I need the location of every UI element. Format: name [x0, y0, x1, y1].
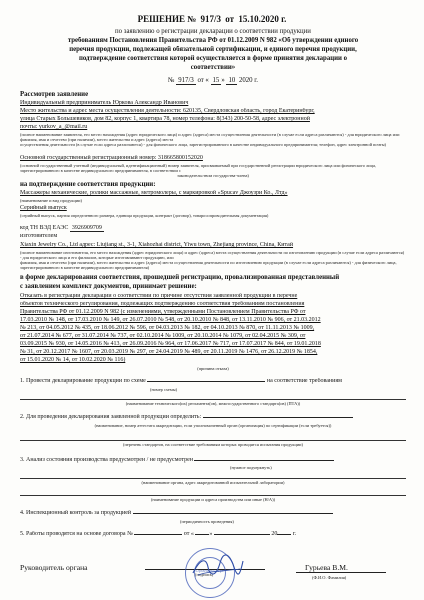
signature-position: Руководитель органа [20, 563, 88, 572]
item-3-analysis-note: (нужное подчеркнуть) [230, 465, 272, 470]
item-3-rule-2 [20, 495, 406, 496]
product-heading: на подтверждение соответствия продукции: [20, 181, 156, 188]
applicant-line-1: Индивидуальный предприниматель Юркова Александр Иванович [20, 100, 189, 106]
handwritten-signature [190, 553, 245, 581]
item-1-rule [20, 399, 406, 400]
subtitle-5: соответствии» [190, 64, 236, 71]
product-note-2: (серийный выпуск, партия определенного размера, единица продукции, контракт (договор), товаросопроводительная документация) [20, 213, 269, 218]
document-title: РЕШЕНИЕ № 917/3 от 15.10.2020 г. [137, 14, 287, 24]
applicant-heading: Рассмотрев заявление [20, 91, 89, 98]
product-maker-label: изготовителем [20, 233, 58, 239]
signature-name: Гурьева В.М. [305, 563, 348, 572]
decision-line-7: 03.09.2015 № 930, от 14.05.2016 № 413, от 26.09.2016 № 964, от 17.06.2017 № 717, от 17.07.2017 № 844, от 19.01.2018 [20, 341, 321, 347]
product-note-3: (полное наименование изготовителя, его место нахождения (адрес юридического лица) и адрес (адреса) места осуществления деятельности по изготовлению продукции (в случае если адреса различаются) - для юридического лица и его филиалов, которые изготавливают продукцию, или [20, 250, 405, 260]
applicant-note-4: законодательством государства-члена) [177, 173, 249, 178]
item-4-note: (периодичность проведения) [180, 519, 234, 524]
item-2-org-note: (наименование, номер аттестата аккредитации, если уполномоченный орган (организация) по сертификации (если требуется)) [94, 423, 332, 428]
applicant-line-4: почты: yurkov_a_@mail.ru [20, 124, 88, 130]
subtitle-4: подтверждение соответствия которой осуществляется в форме принятия декларации о [78, 55, 348, 62]
applicant-note-1: (полное наименование заявителя, его место нахождения (адрес юридического лица) и адрес (адреса) места осуществления деятельности (в случае если адреса различаются) - для юридического лица или фамилия, имя и отчество (при наличии), место жительства и адрес (адреса) места [20, 132, 400, 142]
decision-line-2: объектов технического регулирования, подлежащих подтверждению соответствия требованиям постановления [20, 301, 305, 307]
item-1-scheme-note: (номер схемы) [150, 387, 178, 392]
stamp-text: Органа по серт. [195, 568, 225, 573]
item-5: 5. Работы проводятся на основе договора № от « » 20 г. [20, 531, 297, 537]
decision-heading-1: в форме декларирования соответствия, прошедшей регистрацию, провализированная представленный [20, 274, 340, 281]
subtitle-1: по заявлению о регистрации декларации о соответствии продукции [115, 28, 311, 35]
applicant-ogrn: Основной государственный регистрационный номер: 318665800152020 [20, 155, 203, 161]
decision-reason-note: (причина отказа) [197, 366, 229, 371]
product-note-1: (наименование и вид продукции) [20, 198, 82, 203]
decision-line-9: от 15.01.2020 № 14, от 10.02.2020 № 116) [20, 357, 126, 363]
applicant-note-3: (основной государственный учетный (индивидуальный, идентификационный) номер заявителя, присваиваемый при государственной регистрации юридического лица или физического лица, зарегистрированного в качестве индивидуального предпринимателя, в соответствии с [20, 163, 377, 173]
product-line-1: Массажеры механические, ролики массажные, метромолеры, с маркировкой «Spucav Джоузри Ко., Лтд» [20, 190, 288, 196]
product-note-4: фамилия, имя и отчество (при наличии), место жительства и адрес (адреса) места осуществления деятельности по изготовлению продукции (в случае если адреса различаются) - для физического лица, зарегистрированного в качестве индивидуального предпринимателя) [20, 260, 397, 270]
decision-line-6: от 21.07.2014 № 677, от 31.07.2014 № 737, от 02.10.2014 № 1009, от 20.10.2014 № 1079, от 02.04.2015 № 309, от [20, 333, 306, 339]
decision-line-4: 17.03.2010 № 148, от 17.03.2010 № 149, от 26.07.2010 № 548, от 20.10.2010 № 848, от 13.11.2010 № 906, от 21.03.2012 [20, 317, 321, 323]
item-3-proc-note: (наименование продукции и адреса производства или иные (Н/А)) [150, 497, 276, 502]
item-3-lab-note: (наименование органа, адрес аккредитованной испытательной лаборатории) [141, 480, 285, 485]
item-2-sample-note: (перечень стандартов, на соответствие требованиям которых проводятся испытания продукции) [123, 442, 303, 447]
subtitle-3: перечня продукции, подлежащей обязательной сертификации, и единого перечня продукции, [69, 46, 357, 53]
item-1: 1. Провести декларирование продукции по схеме на соответствие требованиям [20, 378, 342, 384]
applicant-line-3: улица Старых Большевиков, дом 82, корпус 1, квартира 78, номер телефона: 8(343) 200-50-58, адрес электронной [20, 116, 310, 122]
decision-line-8: № 31, от 20.12.2017 № 1607, от 20.03.2019 № 297, от 24.04.2019 № 489, от 20.11.2019 № 1476, от 26.12.2019 № 1854, [20, 349, 318, 355]
item-3-rule [20, 478, 406, 479]
item-2-rule [20, 440, 406, 441]
signature-note: (подпись) [195, 572, 214, 577]
item-2: 2. Для проведения декларирования заявленной продукции определить: [20, 414, 406, 421]
applicant-note-2: осуществления деятельности (в случае если адреса различаются) - для физического лица, зарегистрированного в качестве индивидуального предпринимателя; телефон, адрес электронной почты) [20, 142, 386, 147]
applicant-line-2: Место жительства и адрес места осуществления деятельности: 620135, Свердловская область, город Екатеринбург, [20, 108, 315, 114]
product-batch: Серийный выпуск [20, 205, 67, 211]
item-1-regs-note: (наименование технического(их) регламента(ов), межгосударственного стандарта(ов) (ПТА)) [125, 401, 301, 406]
signature-name-line [296, 572, 386, 573]
product-tnved: код ТН ВЭД ЕАЭС 3926909709 [20, 225, 102, 231]
registration-number: № 917/3 от « 15 » 10 2020 г. [168, 77, 258, 84]
signature-name-note: (Ф.И.О. Фамилия) [312, 575, 347, 580]
subtitle-2: требованиям Постановления Правительства РФ от 01.12.2009 N 982 «Об утверждении единого [67, 37, 359, 44]
item-4: 4. Инспекционный контроль за продукцией [20, 510, 406, 517]
decision-line-1: Отказать в регистрации декларации о соответствии по причине отсутствия заявленной продукции в перечне [20, 293, 298, 299]
decision-line-5: № 213, от 04.05.2012 № 435, от 18.06.2012 № 596, от 04.03.2013 № 182, от 04.10.2013 № 870, от 11.11.2013 № 1009, [20, 325, 315, 331]
decision-heading-2: с заявлением комплект документов, принимает решение: [20, 283, 197, 290]
product-maker: Xiaxin Jewelry Co., Ltd адрес: Liujiang st., 3-1, Xiahozhai district, Yiwu town, Zhejiang province, China, Китай [20, 242, 294, 248]
item-3: 3. Анализ состояния производства предусмотрен / не предусмотрен [20, 457, 406, 464]
decision-line-3: Правительства РФ от 01.12.2009 N 982 (с изменениями, утвержденными Постановлением Правительства РФ от [20, 309, 306, 315]
